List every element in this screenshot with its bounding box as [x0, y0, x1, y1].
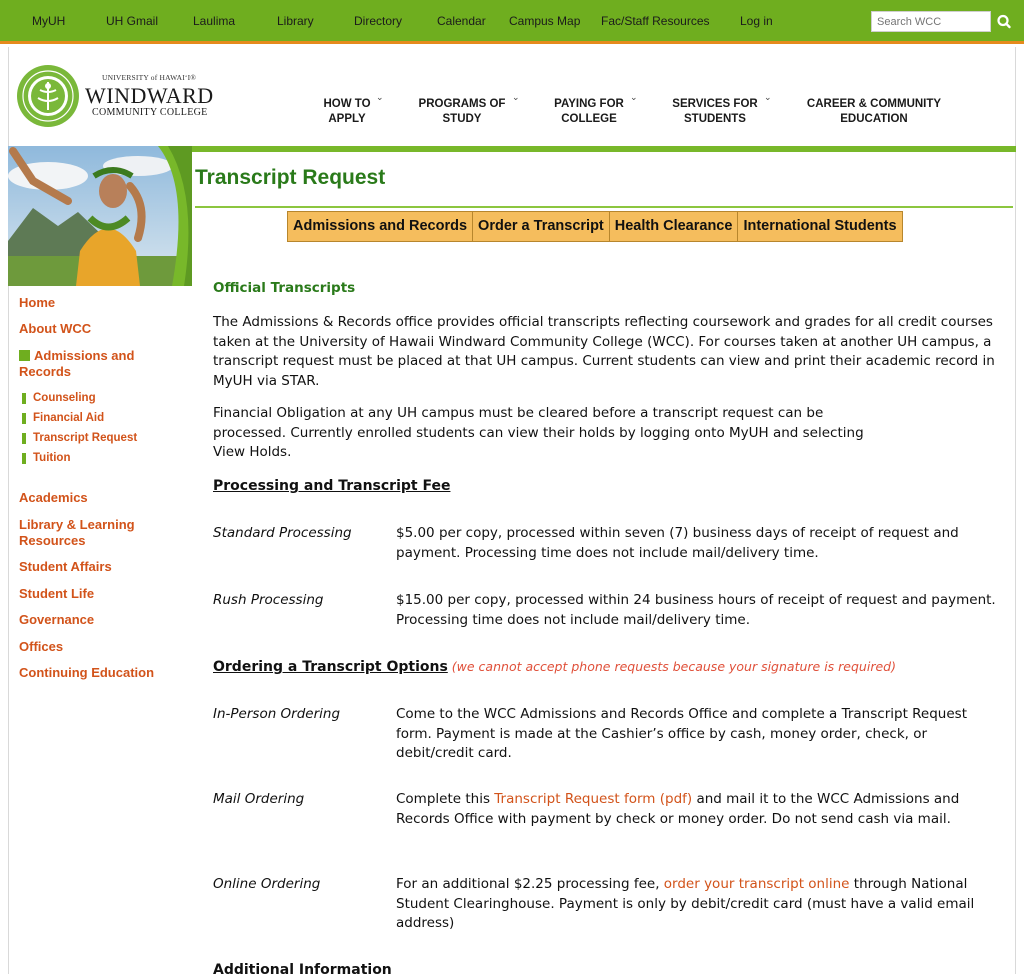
title-divider — [195, 206, 1013, 208]
mainnav-label: PAYING FOR COLLEGE — [554, 98, 624, 125]
search-button[interactable] — [992, 11, 1016, 32]
mail-ordering-text: Complete this — [396, 791, 495, 807]
online-ordering-text: For an additional $2.25 processing fee, — [396, 876, 664, 892]
financial-obligation-paragraph: Financial Obligation at any UH campus must be cleared before a transcript request can be processed. Currently enrolled students can view their holds by logging onto MyUH and selecting View Holds. — [213, 405, 864, 460]
tab-admissions-and-records[interactable]: Admissions and Records — [288, 212, 473, 241]
sidebar-item-label: Admissions and Records — [19, 348, 135, 379]
mainnav-label: HOW TO APPLY — [323, 98, 371, 125]
college-logo[interactable] — [16, 64, 214, 133]
ordering-options-heading-row — [213, 657, 1008, 678]
ordering-options-heading: Ordering a Transcript Options — [213, 659, 448, 675]
top-utility-bar — [0, 0, 1024, 44]
rush-processing-label: Rush Processing — [213, 592, 324, 608]
rush-processing-row — [213, 591, 1008, 635]
sidebar-subitem-counseling[interactable]: Counseling — [22, 392, 96, 404]
topnav-directory[interactable]: Directory — [354, 14, 403, 28]
online-ordering-desc — [396, 875, 1006, 934]
logo-college-subtitle: COMMUNITY COLLEGE — [92, 107, 208, 118]
hero-hula-dancer-image — [8, 146, 192, 286]
topnav-library[interactable]: Library — [277, 14, 314, 28]
sidebar-item-governance[interactable]: Governance — [19, 612, 95, 627]
rush-processing-desc: $15.00 per copy, processed within 24 business hours of receipt of request and payment. Processing time does not include mail/delivery time. — [396, 592, 996, 628]
mail-ordering-text: and mail it to the WCC Admissions and Records Office with payment by check or money order. Do not send cash via mail. — [396, 791, 960, 827]
sidebar-subitem-transcript-request[interactable]: Transcript Request — [22, 432, 137, 444]
standard-processing-row — [213, 524, 1008, 568]
mail-ordering-label: Mail Ordering — [213, 791, 305, 807]
sidebar-item-student-life[interactable]: Student Life — [19, 586, 95, 601]
sidebar-subitem-tuition[interactable]: Tuition — [22, 452, 70, 464]
chevron-down-icon: ⌄ — [630, 92, 638, 102]
mail-ordering-row — [213, 790, 1008, 852]
mainnav-label: PROGRAMS OF STUDY — [418, 98, 506, 125]
sidebar-subitem-financial-aid[interactable]: Financial Aid — [22, 412, 104, 424]
mainnav-career-community-education[interactable] — [800, 82, 948, 127]
transcript-request-form-link[interactable]: Transcript Request form (pdf) — [494, 791, 693, 807]
order-transcript-online-link[interactable]: order your transcript online — [663, 876, 850, 892]
sidebar-item-continuing-education[interactable]: Continuing Education — [19, 665, 155, 680]
sidebar-item-home[interactable]: Home — [19, 295, 56, 310]
topnav-calendar[interactable]: Calendar — [437, 14, 486, 28]
tab-international-students[interactable]: International Students — [743, 218, 897, 234]
standard-processing-desc: $5.00 per copy, processed within seven (7) business days of receipt of request and payment. Processing time does not include mail/delivery time. — [396, 525, 959, 561]
intro-paragraph: The Admissions & Records office provides official transcripts reflecting coursework and grades for all credit courses taken at the University of Hawaii Windward Community College (WCC). For courses taken at another UH campus, a transcript request must be placed at that UH campus. Current students can view and print their academic record in MyUH via STAR. — [213, 314, 995, 389]
mainnav-paying-for-college[interactable] — [550, 82, 638, 142]
additional-information-heading: Additional Information — [213, 962, 392, 974]
sidebar-item-library-learning-resources[interactable]: Library & Learning Resources — [19, 517, 135, 548]
online-ordering-label: Online Ordering — [213, 876, 321, 892]
sidebar-item-offices[interactable]: Offices — [19, 639, 64, 654]
official-transcripts-heading: Official Transcripts — [213, 280, 356, 296]
topnav-log-in[interactable]: Log in — [740, 14, 773, 28]
fee-section-heading: Processing and Transcript Fee — [213, 478, 451, 494]
topnav-laulima[interactable]: Laulima — [193, 14, 236, 28]
in-person-ordering-row — [213, 705, 1008, 767]
topnav-campus-map[interactable]: Campus Map — [509, 14, 581, 28]
search-input[interactable] — [871, 11, 991, 32]
standard-processing-label: Standard Processing — [213, 525, 352, 541]
phone-requests-note: (we cannot accept phone requests because your signature is required) — [451, 659, 896, 674]
sidebar-item-academics[interactable]: Academics — [19, 490, 88, 505]
mainnav-label: CAREER & COMMUNITY EDUCATION — [806, 98, 942, 125]
chevron-down-icon: ⌄ — [376, 92, 384, 102]
online-ordering-row — [213, 875, 1008, 937]
sidebar-item-about-wcc[interactable]: About WCC — [19, 321, 92, 336]
topnav-myuh[interactable]: MyUH — [32, 14, 66, 28]
active-marker-icon — [19, 350, 30, 361]
tab-health-clearance[interactable]: Health Clearance — [610, 212, 739, 241]
search-icon — [992, 11, 1016, 32]
mainnav-label: SERVICES FOR STUDENTS — [672, 98, 758, 125]
logo-college-name: WINDWARD — [85, 83, 214, 108]
topnav-uh-gmail[interactable]: UH Gmail — [106, 14, 159, 28]
topnav-fac-staff-resources[interactable]: Fac/Staff Resources — [601, 14, 710, 28]
section-tabs — [287, 211, 903, 242]
mail-ordering-desc — [396, 790, 1006, 829]
tab-order-a-transcript[interactable]: Order a Transcript — [473, 212, 610, 241]
mainnav-how-to-apply[interactable] — [320, 82, 384, 142]
chevron-down-icon: ⌄ — [512, 92, 520, 102]
college-seal-icon — [16, 64, 80, 128]
mainnav-programs-of-study[interactable] — [414, 82, 520, 142]
sidebar-item-student-affairs[interactable]: Student Affairs — [19, 559, 112, 574]
in-person-ordering-label: In-Person Ordering — [213, 706, 341, 722]
in-person-ordering-desc: Come to the WCC Admissions and Records Office and complete a Transcript Request form. Payment is made at the Cashier’s office by cash, money order, check, or debit/credit card. — [396, 706, 967, 761]
mainnav-services-for-students[interactable] — [668, 82, 772, 142]
logo-university-text: UNIVERSITY of HAWAIʻI® — [102, 73, 197, 82]
chevron-down-icon: ⌄ — [764, 92, 772, 102]
sidebar-item-admissions-and-records[interactable] — [19, 348, 169, 380]
page-title: Transcript Request — [195, 166, 386, 189]
online-ordering-text: through National Student Clearinghouse. Payment is only by debit/credit card (must have a valid email address) — [396, 876, 975, 931]
